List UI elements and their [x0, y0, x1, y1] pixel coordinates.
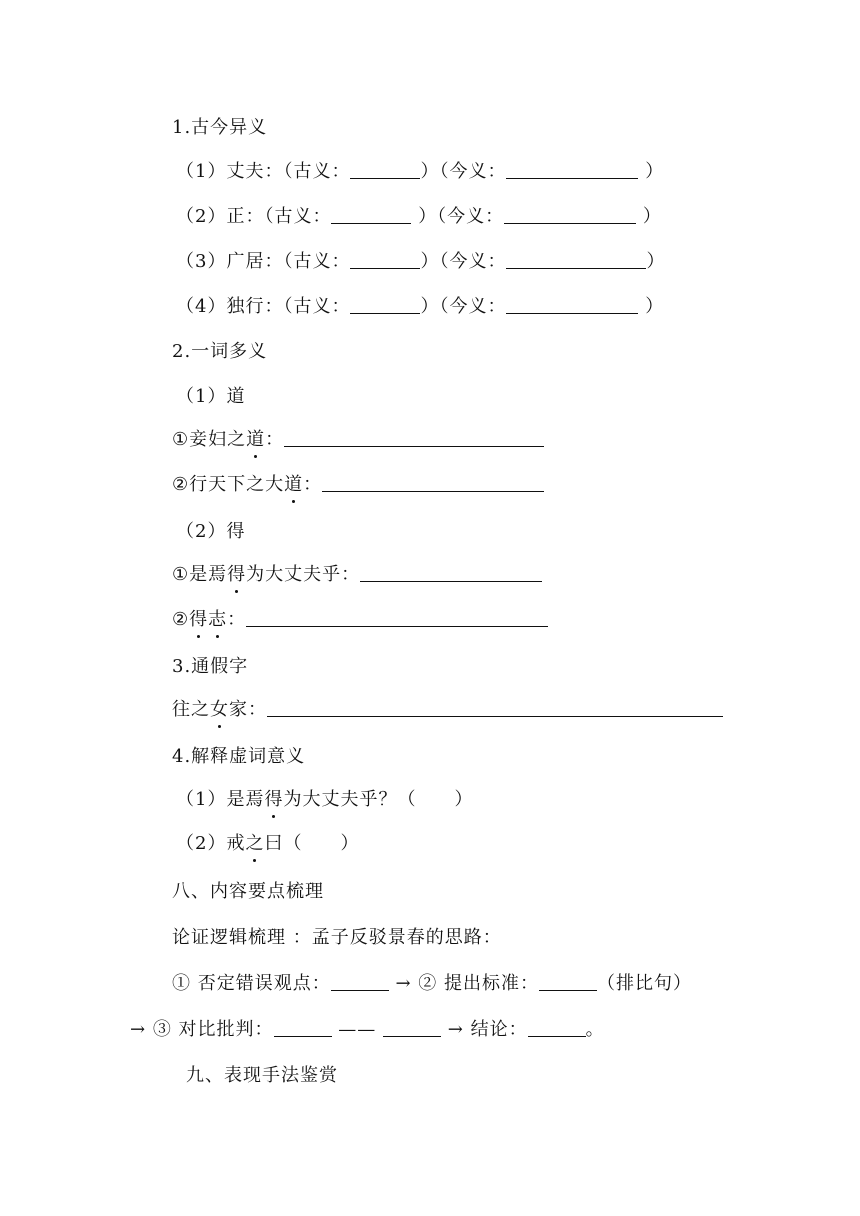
emphasis-dot-char: 道: [246, 429, 266, 450]
section-heading-xuci: 4.解释虚词意义: [172, 746, 306, 767]
dao-item-2: ②行天下之大道：: [172, 473, 544, 497]
section-heading-tongjia: 3.通假字: [172, 656, 249, 677]
arrow-right-icon: →: [447, 1019, 464, 1040]
logic-line-2: → ③ 对比批判： —— → 结论： 。: [130, 1019, 605, 1040]
de-item-1: ①是焉得为大丈夫乎：: [172, 563, 542, 587]
section-heading-neirong: 八、内容要点梳理: [172, 881, 324, 902]
answer-blank[interactable]: [350, 160, 420, 179]
emphasis-dot-char: 得: [264, 789, 284, 810]
tongjia-item: 往之女家：: [172, 698, 723, 722]
subheading-de: （2）得: [176, 521, 246, 542]
logic-line-1: ① 否定错误观点： → ② 提出标准： （排比句）: [172, 973, 693, 994]
answer-blank[interactable]: [539, 972, 597, 991]
arrow-right-icon: →: [395, 973, 412, 994]
answer-blank[interactable]: [331, 205, 411, 224]
emphasis-dot-char: 得: [227, 564, 247, 585]
emphasis-dot-char: 之: [245, 833, 265, 854]
answer-blank[interactable]: [322, 473, 544, 492]
answer-blank[interactable]: [504, 205, 636, 224]
answer-blank[interactable]: [267, 698, 723, 717]
answer-blank[interactable]: [506, 295, 638, 314]
answer-blank[interactable]: [528, 1018, 586, 1037]
subheading-dao: （1）道: [176, 386, 246, 407]
emphasis-dot-char: 得: [189, 609, 209, 630]
emphasis-dot-char: 道: [284, 474, 304, 495]
section-heading-yici: 2.一词多义: [172, 341, 268, 362]
logic-subheading: 论证逻辑梳理 ：孟子反驳景春的思路：: [172, 927, 502, 948]
answer-blank[interactable]: [274, 1018, 332, 1037]
emphasis-dot-char: 志: [208, 609, 228, 630]
answer-blank[interactable]: [360, 563, 542, 582]
answer-blank[interactable]: [506, 160, 638, 179]
answer-blank[interactable]: [350, 250, 420, 269]
answer-blank[interactable]: [246, 608, 548, 627]
answer-blank[interactable]: [506, 250, 646, 269]
de-item-2: ②得志：: [172, 608, 548, 632]
gujin-item-2: （2）正：（古义： ）（今义： ）: [176, 206, 662, 227]
answer-blank[interactable]: [284, 428, 544, 447]
emphasis-dot-char: 女: [210, 699, 229, 720]
section-heading-gujin: 1.古今异义: [172, 117, 268, 138]
gujin-item-1: （1）丈夫：（古义： ）（今义： ）: [176, 161, 665, 182]
xuci-item-1: （1）是焉得为大丈夫乎？（ ）: [176, 789, 474, 810]
xuci-item-2: （2）戒之曰（ ）: [176, 833, 360, 854]
answer-blank[interactable]: [350, 295, 420, 314]
answer-blank[interactable]: [383, 1018, 441, 1037]
arrow-right-icon: →: [130, 1019, 147, 1040]
dao-item-1: ①妾妇之道：: [172, 428, 544, 452]
answer-blank[interactable]: [331, 972, 389, 991]
gujin-item-4: （4）独行：（古义： ）（今义： ）: [176, 296, 665, 317]
section-heading-biaoxian: 九、表现手法鉴赏: [186, 1065, 338, 1086]
gujin-item-3: （3）广居：（古义： ）（今义： ）: [176, 251, 666, 272]
